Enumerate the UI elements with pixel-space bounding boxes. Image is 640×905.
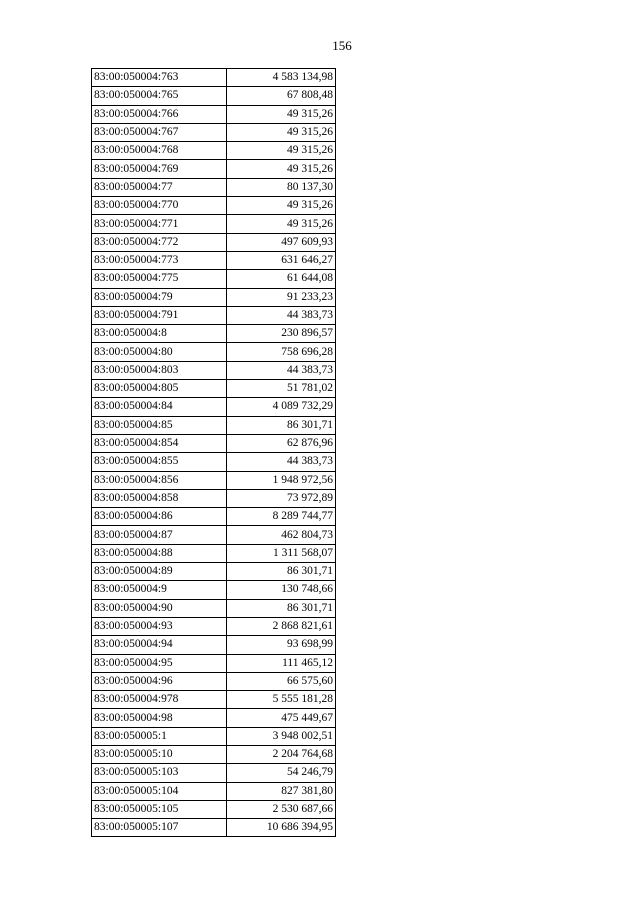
cadastral-value-cell: 111 465,12 — [227, 654, 336, 672]
table-row — [92, 709, 336, 727]
cadastral-value-cell: 2 530 687,66 — [227, 800, 336, 818]
cadastral-number-cell: 83:00:050004:978 — [92, 691, 227, 709]
table-row — [92, 233, 336, 251]
cadastral-number-cell: 83:00:050004:9 — [92, 581, 227, 599]
cadastral-value-cell: 49 315,26 — [227, 123, 336, 141]
cadastral-value-cell: 51 781,02 — [227, 380, 336, 398]
cadastral-value-cell: 4 089 732,29 — [227, 398, 336, 416]
table-row — [92, 361, 336, 379]
cadastral-value-cell: 2 204 764,68 — [227, 745, 336, 763]
cadastral-value-cell: 5 555 181,28 — [227, 691, 336, 709]
table-row — [92, 544, 336, 562]
table-row — [92, 453, 336, 471]
table-row — [92, 672, 336, 690]
cadastral-value-cell: 462 804,73 — [227, 526, 336, 544]
cadastral-value-cell: 80 137,30 — [227, 178, 336, 196]
cadastral-number-cell: 83:00:050004:98 — [92, 709, 227, 727]
cadastral-number-cell: 83:00:050004:854 — [92, 434, 227, 452]
table-row — [92, 691, 336, 709]
table-row — [92, 69, 336, 87]
cadastral-value-cell: 49 315,26 — [227, 215, 336, 233]
table-row — [92, 782, 336, 800]
cadastral-value-cell: 44 383,73 — [227, 361, 336, 379]
cadastral-value-cell: 49 315,26 — [227, 160, 336, 178]
table-row — [92, 563, 336, 581]
cadastral-number-cell: 83:00:050004:89 — [92, 563, 227, 581]
cadastral-value-cell: 73 972,89 — [227, 489, 336, 507]
cadastral-value-cell: 86 301,71 — [227, 599, 336, 617]
cadastral-number-cell: 83:00:050004:771 — [92, 215, 227, 233]
table-row — [92, 270, 336, 288]
table-row — [92, 178, 336, 196]
cadastral-value-cell: 497 609,93 — [227, 233, 336, 251]
cadastral-value-cell: 49 315,26 — [227, 142, 336, 160]
cadastral-number-cell: 83:00:050004:769 — [92, 160, 227, 178]
cadastral-number-cell: 83:00:050004:768 — [92, 142, 227, 160]
table-row — [92, 380, 336, 398]
cadastral-value-cell: 2 868 821,61 — [227, 617, 336, 635]
cadastral-value-cell: 66 575,60 — [227, 672, 336, 690]
table-row — [92, 343, 336, 361]
cadastral-value-cell: 1 311 568,07 — [227, 544, 336, 562]
cadastral-value-cell: 10 686 394,95 — [227, 819, 336, 837]
cadastral-number-cell: 83:00:050004:763 — [92, 69, 227, 87]
cadastral-number-cell: 83:00:050004:770 — [92, 197, 227, 215]
cadastral-value-cell: 62 876,96 — [227, 434, 336, 452]
table-row — [92, 617, 336, 635]
cadastral-number-cell: 83:00:050004:85 — [92, 416, 227, 434]
page-number: 156 — [332, 38, 352, 53]
table-row — [92, 508, 336, 526]
table-row — [92, 599, 336, 617]
cadastral-number-cell: 83:00:050004:94 — [92, 636, 227, 654]
table-row — [92, 251, 336, 269]
cadastral-value-cell: 93 698,99 — [227, 636, 336, 654]
table-row — [92, 819, 336, 837]
cadastral-value-cell: 44 383,73 — [227, 453, 336, 471]
cadastral-number-cell: 83:00:050004:86 — [92, 508, 227, 526]
cadastral-number-cell: 83:00:050004:856 — [92, 471, 227, 489]
table-row — [92, 745, 336, 763]
table-row — [92, 489, 336, 507]
table-row — [92, 325, 336, 343]
cadastral-value-table — [91, 68, 336, 837]
table-row — [92, 727, 336, 745]
table-row — [92, 306, 336, 324]
table-row — [92, 398, 336, 416]
cadastral-value-cell: 67 808,48 — [227, 87, 336, 105]
cadastral-value-cell: 3 948 002,51 — [227, 727, 336, 745]
cadastral-number-cell: 83:00:050005:10 — [92, 745, 227, 763]
table-row — [92, 471, 336, 489]
cadastral-number-cell: 83:00:050004:765 — [92, 87, 227, 105]
table-row — [92, 160, 336, 178]
table-row — [92, 416, 336, 434]
cadastral-value-cell: 758 696,28 — [227, 343, 336, 361]
cadastral-value-cell: 61 644,08 — [227, 270, 336, 288]
cadastral-number-cell: 83:00:050004:90 — [92, 599, 227, 617]
table-row — [92, 105, 336, 123]
table-row — [92, 288, 336, 306]
cadastral-value-cell: 8 289 744,77 — [227, 508, 336, 526]
table-row — [92, 581, 336, 599]
cadastral-value-cell: 49 315,26 — [227, 197, 336, 215]
cadastral-value-cell: 86 301,71 — [227, 563, 336, 581]
cadastral-number-cell: 83:00:050004:766 — [92, 105, 227, 123]
cadastral-number-cell: 83:00:050005:1 — [92, 727, 227, 745]
cadastral-value-cell: 49 315,26 — [227, 105, 336, 123]
table-row — [92, 800, 336, 818]
cadastral-number-cell: 83:00:050004:803 — [92, 361, 227, 379]
cadastral-value-cell: 130 748,66 — [227, 581, 336, 599]
table-row — [92, 197, 336, 215]
cadastral-number-cell: 83:00:050004:772 — [92, 233, 227, 251]
cadastral-number-cell: 83:00:050004:96 — [92, 672, 227, 690]
cadastral-number-cell: 83:00:050004:8 — [92, 325, 227, 343]
cadastral-number-cell: 83:00:050004:775 — [92, 270, 227, 288]
cadastral-value-cell: 91 233,23 — [227, 288, 336, 306]
cadastral-value-cell: 44 383,73 — [227, 306, 336, 324]
table-row — [92, 87, 336, 105]
cadastral-number-cell: 83:00:050004:84 — [92, 398, 227, 416]
cadastral-number-cell: 83:00:050005:107 — [92, 819, 227, 837]
cadastral-number-cell: 83:00:050004:791 — [92, 306, 227, 324]
cadastral-number-cell: 83:00:050004:80 — [92, 343, 227, 361]
cadastral-number-cell: 83:00:050005:103 — [92, 764, 227, 782]
cadastral-number-cell: 83:00:050004:87 — [92, 526, 227, 544]
cadastral-number-cell: 83:00:050004:79 — [92, 288, 227, 306]
cadastral-number-cell: 83:00:050004:773 — [92, 251, 227, 269]
table-row — [92, 123, 336, 141]
cadastral-number-cell: 83:00:050004:855 — [92, 453, 227, 471]
cadastral-number-cell: 83:00:050004:95 — [92, 654, 227, 672]
table-row — [92, 764, 336, 782]
cadastral-number-cell: 83:00:050005:104 — [92, 782, 227, 800]
cadastral-number-cell: 83:00:050004:77 — [92, 178, 227, 196]
table-row — [92, 654, 336, 672]
cadastral-value-cell: 475 449,67 — [227, 709, 336, 727]
table-row — [92, 434, 336, 452]
cadastral-value-cell: 4 583 134,98 — [227, 69, 336, 87]
cadastral-number-cell: 83:00:050004:858 — [92, 489, 227, 507]
cadastral-number-cell: 83:00:050004:767 — [92, 123, 227, 141]
table-row — [92, 526, 336, 544]
cadastral-value-cell: 230 896,57 — [227, 325, 336, 343]
table-row — [92, 215, 336, 233]
table-row — [92, 142, 336, 160]
cadastral-number-cell: 83:00:050004:805 — [92, 380, 227, 398]
cadastral-value-cell: 827 381,80 — [227, 782, 336, 800]
cadastral-value-cell: 631 646,27 — [227, 251, 336, 269]
table-body — [92, 69, 336, 837]
table-row — [92, 636, 336, 654]
cadastral-value-cell: 86 301,71 — [227, 416, 336, 434]
cadastral-number-cell: 83:00:050005:105 — [92, 800, 227, 818]
cadastral-value-cell: 54 246,79 — [227, 764, 336, 782]
cadastral-number-cell: 83:00:050004:93 — [92, 617, 227, 635]
cadastral-value-cell: 1 948 972,56 — [227, 471, 336, 489]
cadastral-number-cell: 83:00:050004:88 — [92, 544, 227, 562]
